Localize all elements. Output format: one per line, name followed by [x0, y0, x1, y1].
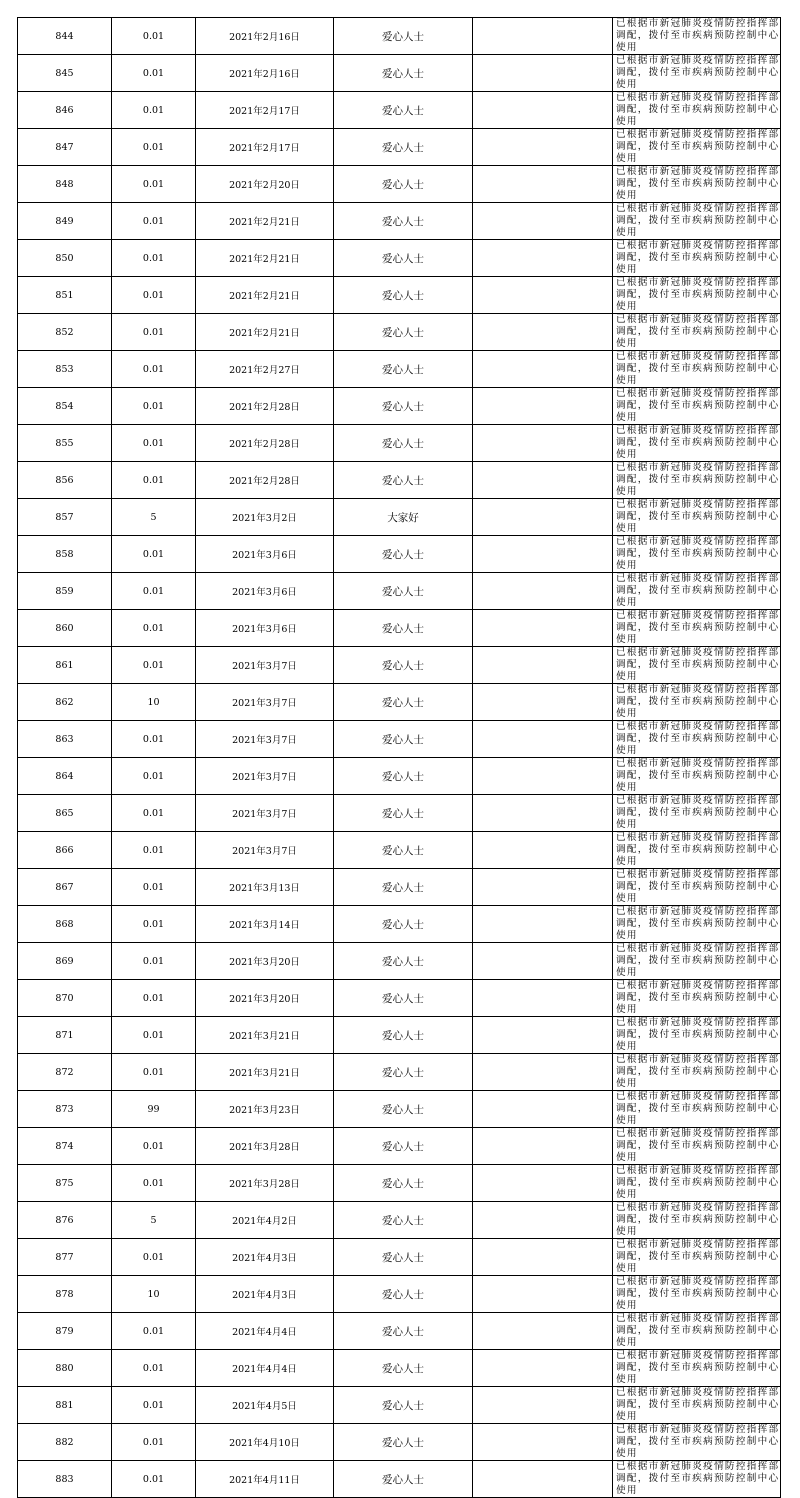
- usage-note-cell: 已根据市新冠肺炎疫情防控指挥部调配，拨付至市疾病预防控制中心使用: [613, 610, 781, 647]
- blank-cell: [473, 869, 613, 906]
- date-cell: 2021年3月2日: [196, 499, 334, 536]
- blank-cell: [473, 129, 613, 166]
- blank-cell: [473, 388, 613, 425]
- donor-cell: 爱心人士: [334, 1202, 473, 1239]
- date-cell: 2021年2月17日: [196, 92, 334, 129]
- serial-number-cell: 883: [18, 1461, 112, 1498]
- amount-cell: 99: [112, 1091, 196, 1128]
- date-cell: 2021年3月20日: [196, 980, 334, 1017]
- amount-cell: 0.01: [112, 832, 196, 869]
- serial-number-cell: 858: [18, 536, 112, 573]
- serial-number-cell: 878: [18, 1276, 112, 1313]
- amount-cell: 0.01: [112, 610, 196, 647]
- donor-cell: 爱心人士: [334, 573, 473, 610]
- date-cell: 2021年3月6日: [196, 610, 334, 647]
- amount-cell: 0.01: [112, 758, 196, 795]
- serial-number-cell: 863: [18, 721, 112, 758]
- date-cell: 2021年3月28日: [196, 1165, 334, 1202]
- date-cell: 2021年3月28日: [196, 1128, 334, 1165]
- usage-note-cell: 已根据市新冠肺炎疫情防控指挥部调配，拨付至市疾病预防控制中心使用: [613, 18, 781, 55]
- amount-cell: 0.01: [112, 55, 196, 92]
- blank-cell: [473, 1054, 613, 1091]
- serial-number-cell: 869: [18, 943, 112, 980]
- serial-number-cell: 854: [18, 388, 112, 425]
- date-cell: 2021年3月7日: [196, 721, 334, 758]
- donor-cell: 爱心人士: [334, 1461, 473, 1498]
- date-cell: 2021年3月7日: [196, 795, 334, 832]
- date-cell: 2021年2月21日: [196, 240, 334, 277]
- blank-cell: [473, 573, 613, 610]
- date-cell: 2021年4月4日: [196, 1313, 334, 1350]
- blank-cell: [473, 351, 613, 388]
- usage-note-cell: 已根据市新冠肺炎疫情防控指挥部调配，拨付至市疾病预防控制中心使用: [613, 203, 781, 240]
- donor-cell: 爱心人士: [334, 203, 473, 240]
- serial-number-cell: 853: [18, 351, 112, 388]
- date-cell: 2021年3月23日: [196, 1091, 334, 1128]
- donor-cell: 爱心人士: [334, 240, 473, 277]
- donor-cell: 爱心人士: [334, 980, 473, 1017]
- serial-number-cell: 859: [18, 573, 112, 610]
- date-cell: 2021年2月28日: [196, 425, 334, 462]
- donor-cell: 爱心人士: [334, 869, 473, 906]
- date-cell: 2021年3月14日: [196, 906, 334, 943]
- donor-cell: 爱心人士: [334, 647, 473, 684]
- serial-number-cell: 877: [18, 1239, 112, 1276]
- date-cell: 2021年4月3日: [196, 1276, 334, 1313]
- usage-note-cell: 已根据市新冠肺炎疫情防控指挥部调配，拨付至市疾病预防控制中心使用: [613, 388, 781, 425]
- table-row: [18, 314, 781, 351]
- donor-cell: 爱心人士: [334, 1276, 473, 1313]
- table-row: [18, 980, 781, 1017]
- amount-cell: 0.01: [112, 1054, 196, 1091]
- table-row: [18, 573, 781, 610]
- serial-number-cell: 845: [18, 55, 112, 92]
- table-row: [18, 1128, 781, 1165]
- donor-cell: 爱心人士: [334, 795, 473, 832]
- donor-cell: 爱心人士: [334, 1091, 473, 1128]
- blank-cell: [473, 1313, 613, 1350]
- amount-cell: 0.01: [112, 1387, 196, 1424]
- date-cell: 2021年3月21日: [196, 1054, 334, 1091]
- usage-note-cell: 已根据市新冠肺炎疫情防控指挥部调配，拨付至市疾病预防控制中心使用: [613, 351, 781, 388]
- table-row: [18, 425, 781, 462]
- amount-cell: 0.01: [112, 166, 196, 203]
- usage-note-cell: 已根据市新冠肺炎疫情防控指挥部调配，拨付至市疾病预防控制中心使用: [613, 1313, 781, 1350]
- amount-cell: 0.01: [112, 425, 196, 462]
- blank-cell: [473, 1350, 613, 1387]
- table-row: [18, 1350, 781, 1387]
- blank-cell: [473, 536, 613, 573]
- donor-cell: 爱心人士: [334, 1239, 473, 1276]
- amount-cell: 0.01: [112, 1165, 196, 1202]
- usage-note-cell: 已根据市新冠肺炎疫情防控指挥部调配，拨付至市疾病预防控制中心使用: [613, 425, 781, 462]
- blank-cell: [473, 1239, 613, 1276]
- blank-cell: [473, 1128, 613, 1165]
- blank-cell: [473, 758, 613, 795]
- serial-number-cell: 873: [18, 1091, 112, 1128]
- blank-cell: [473, 240, 613, 277]
- donor-cell: 爱心人士: [334, 721, 473, 758]
- table-row: [18, 610, 781, 647]
- table-row: [18, 499, 781, 536]
- serial-number-cell: 872: [18, 1054, 112, 1091]
- usage-note-cell: 已根据市新冠肺炎疫情防控指挥部调配，拨付至市疾病预防控制中心使用: [613, 869, 781, 906]
- usage-note-cell: 已根据市新冠肺炎疫情防控指挥部调配，拨付至市疾病预防控制中心使用: [613, 1017, 781, 1054]
- usage-note-cell: 已根据市新冠肺炎疫情防控指挥部调配，拨付至市疾病预防控制中心使用: [613, 980, 781, 1017]
- serial-number-cell: 864: [18, 758, 112, 795]
- donor-cell: 爱心人士: [334, 1165, 473, 1202]
- amount-cell: 0.01: [112, 314, 196, 351]
- date-cell: 2021年4月3日: [196, 1239, 334, 1276]
- table-row: [18, 1461, 781, 1498]
- table-row: [18, 277, 781, 314]
- usage-note-cell: 已根据市新冠肺炎疫情防控指挥部调配，拨付至市疾病预防控制中心使用: [613, 1239, 781, 1276]
- blank-cell: [473, 92, 613, 129]
- blank-cell: [473, 980, 613, 1017]
- blank-cell: [473, 943, 613, 980]
- usage-note-cell: 已根据市新冠肺炎疫情防控指挥部调配，拨付至市疾病预防控制中心使用: [613, 1276, 781, 1313]
- donor-cell: 爱心人士: [334, 92, 473, 129]
- date-cell: 2021年3月6日: [196, 573, 334, 610]
- table-row: [18, 1054, 781, 1091]
- amount-cell: 0.01: [112, 92, 196, 129]
- usage-note-cell: 已根据市新冠肺炎疫情防控指挥部调配，拨付至市疾病预防控制中心使用: [613, 647, 781, 684]
- date-cell: 2021年4月2日: [196, 1202, 334, 1239]
- amount-cell: 0.01: [112, 795, 196, 832]
- date-cell: 2021年3月20日: [196, 943, 334, 980]
- table-row: [18, 462, 781, 499]
- table-row: [18, 92, 781, 129]
- donor-cell: 爱心人士: [334, 277, 473, 314]
- usage-note-cell: 已根据市新冠肺炎疫情防控指挥部调配，拨付至市疾病预防控制中心使用: [613, 277, 781, 314]
- date-cell: 2021年4月4日: [196, 1350, 334, 1387]
- blank-cell: [473, 277, 613, 314]
- serial-number-cell: 856: [18, 462, 112, 499]
- usage-note-cell: 已根据市新冠肺炎疫情防控指挥部调配，拨付至市疾病预防控制中心使用: [613, 129, 781, 166]
- serial-number-cell: 881: [18, 1387, 112, 1424]
- table-row: [18, 869, 781, 906]
- date-cell: 2021年3月7日: [196, 647, 334, 684]
- donor-cell: 爱心人士: [334, 832, 473, 869]
- blank-cell: [473, 832, 613, 869]
- date-cell: 2021年2月27日: [196, 351, 334, 388]
- amount-cell: 0.01: [112, 869, 196, 906]
- usage-note-cell: 已根据市新冠肺炎疫情防控指挥部调配，拨付至市疾病预防控制中心使用: [613, 1424, 781, 1461]
- blank-cell: [473, 1461, 613, 1498]
- blank-cell: [473, 795, 613, 832]
- amount-cell: 5: [112, 1202, 196, 1239]
- donation-table: [17, 17, 781, 1498]
- amount-cell: 0.01: [112, 1313, 196, 1350]
- donor-cell: 爱心人士: [334, 388, 473, 425]
- usage-note-cell: 已根据市新冠肺炎疫情防控指挥部调配，拨付至市疾病预防控制中心使用: [613, 92, 781, 129]
- amount-cell: 0.01: [112, 18, 196, 55]
- donor-cell: 大家好: [334, 499, 473, 536]
- usage-note-cell: 已根据市新冠肺炎疫情防控指挥部调配，拨付至市疾病预防控制中心使用: [613, 1054, 781, 1091]
- date-cell: 2021年3月6日: [196, 536, 334, 573]
- date-cell: 2021年2月20日: [196, 166, 334, 203]
- amount-cell: 0.01: [112, 351, 196, 388]
- donor-cell: 爱心人士: [334, 425, 473, 462]
- serial-number-cell: 868: [18, 906, 112, 943]
- table-row: [18, 943, 781, 980]
- date-cell: 2021年2月21日: [196, 314, 334, 351]
- table-row: [18, 1239, 781, 1276]
- amount-cell: 0.01: [112, 721, 196, 758]
- table-row: [18, 758, 781, 795]
- blank-cell: [473, 425, 613, 462]
- serial-number-cell: 855: [18, 425, 112, 462]
- serial-number-cell: 875: [18, 1165, 112, 1202]
- serial-number-cell: 848: [18, 166, 112, 203]
- amount-cell: 0.01: [112, 277, 196, 314]
- amount-cell: 0.01: [112, 462, 196, 499]
- usage-note-cell: 已根据市新冠肺炎疫情防控指挥部调配，拨付至市疾病预防控制中心使用: [613, 832, 781, 869]
- blank-cell: [473, 906, 613, 943]
- amount-cell: 0.01: [112, 943, 196, 980]
- amount-cell: 0.01: [112, 240, 196, 277]
- usage-note-cell: 已根据市新冠肺炎疫情防控指挥部调配，拨付至市疾病预防控制中心使用: [613, 536, 781, 573]
- blank-cell: [473, 499, 613, 536]
- usage-note-cell: 已根据市新冠肺炎疫情防控指挥部调配，拨付至市疾病预防控制中心使用: [613, 906, 781, 943]
- usage-note-cell: 已根据市新冠肺炎疫情防控指挥部调配，拨付至市疾病预防控制中心使用: [613, 1461, 781, 1498]
- usage-note-cell: 已根据市新冠肺炎疫情防控指挥部调配，拨付至市疾病预防控制中心使用: [613, 721, 781, 758]
- table-row: [18, 684, 781, 721]
- serial-number-cell: 882: [18, 1424, 112, 1461]
- table-row: [18, 1017, 781, 1054]
- serial-number-cell: 852: [18, 314, 112, 351]
- usage-note-cell: 已根据市新冠肺炎疫情防控指挥部调配，拨付至市疾病预防控制中心使用: [613, 943, 781, 980]
- table-row: [18, 906, 781, 943]
- date-cell: 2021年4月11日: [196, 1461, 334, 1498]
- donor-cell: 爱心人士: [334, 610, 473, 647]
- usage-note-cell: 已根据市新冠肺炎疫情防控指挥部调配，拨付至市疾病预防控制中心使用: [613, 1350, 781, 1387]
- serial-number-cell: 860: [18, 610, 112, 647]
- donor-cell: 爱心人士: [334, 18, 473, 55]
- usage-note-cell: 已根据市新冠肺炎疫情防控指挥部调配，拨付至市疾病预防控制中心使用: [613, 1387, 781, 1424]
- date-cell: 2021年3月21日: [196, 1017, 334, 1054]
- amount-cell: 0.01: [112, 1461, 196, 1498]
- donor-cell: 爱心人士: [334, 314, 473, 351]
- blank-cell: [473, 721, 613, 758]
- blank-cell: [473, 166, 613, 203]
- date-cell: 2021年4月10日: [196, 1424, 334, 1461]
- table-row: [18, 1276, 781, 1313]
- amount-cell: 0.01: [112, 647, 196, 684]
- donor-cell: 爱心人士: [334, 684, 473, 721]
- amount-cell: 0.01: [112, 388, 196, 425]
- serial-number-cell: 844: [18, 18, 112, 55]
- amount-cell: 0.01: [112, 1128, 196, 1165]
- blank-cell: [473, 1424, 613, 1461]
- usage-note-cell: 已根据市新冠肺炎疫情防控指挥部调配，拨付至市疾病预防控制中心使用: [613, 573, 781, 610]
- date-cell: 2021年2月28日: [196, 462, 334, 499]
- serial-number-cell: 876: [18, 1202, 112, 1239]
- date-cell: 2021年2月28日: [196, 388, 334, 425]
- table-row: [18, 1424, 781, 1461]
- amount-cell: 0.01: [112, 1239, 196, 1276]
- usage-note-cell: 已根据市新冠肺炎疫情防控指挥部调配，拨付至市疾病预防控制中心使用: [613, 240, 781, 277]
- amount-cell: 10: [112, 1276, 196, 1313]
- date-cell: 2021年2月16日: [196, 55, 334, 92]
- amount-cell: 10: [112, 684, 196, 721]
- serial-number-cell: 862: [18, 684, 112, 721]
- donation-table-body: [18, 18, 781, 1498]
- donor-cell: 爱心人士: [334, 129, 473, 166]
- donor-cell: 爱心人士: [334, 758, 473, 795]
- usage-note-cell: 已根据市新冠肺炎疫情防控指挥部调配，拨付至市疾病预防控制中心使用: [613, 1091, 781, 1128]
- donor-cell: 爱心人士: [334, 1313, 473, 1350]
- table-row: [18, 536, 781, 573]
- usage-note-cell: 已根据市新冠肺炎疫情防控指挥部调配，拨付至市疾病预防控制中心使用: [613, 166, 781, 203]
- table-row: [18, 351, 781, 388]
- blank-cell: [473, 610, 613, 647]
- blank-cell: [473, 462, 613, 499]
- amount-cell: 0.01: [112, 573, 196, 610]
- usage-note-cell: 已根据市新冠肺炎疫情防控指挥部调配，拨付至市疾病预防控制中心使用: [613, 314, 781, 351]
- donor-cell: 爱心人士: [334, 1128, 473, 1165]
- date-cell: 2021年3月7日: [196, 758, 334, 795]
- blank-cell: [473, 684, 613, 721]
- donor-cell: 爱心人士: [334, 943, 473, 980]
- serial-number-cell: 850: [18, 240, 112, 277]
- table-row: [18, 203, 781, 240]
- blank-cell: [473, 1202, 613, 1239]
- table-row: [18, 647, 781, 684]
- blank-cell: [473, 203, 613, 240]
- serial-number-cell: 874: [18, 1128, 112, 1165]
- table-row: [18, 240, 781, 277]
- donor-cell: 爱心人士: [334, 351, 473, 388]
- serial-number-cell: 871: [18, 1017, 112, 1054]
- serial-number-cell: 861: [18, 647, 112, 684]
- blank-cell: [473, 1091, 613, 1128]
- serial-number-cell: 880: [18, 1350, 112, 1387]
- date-cell: 2021年3月13日: [196, 869, 334, 906]
- table-row: [18, 1387, 781, 1424]
- usage-note-cell: 已根据市新冠肺炎疫情防控指挥部调配，拨付至市疾病预防控制中心使用: [613, 1165, 781, 1202]
- blank-cell: [473, 1276, 613, 1313]
- donor-cell: 爱心人士: [334, 906, 473, 943]
- date-cell: 2021年4月5日: [196, 1387, 334, 1424]
- usage-note-cell: 已根据市新冠肺炎疫情防控指挥部调配，拨付至市疾病预防控制中心使用: [613, 1128, 781, 1165]
- serial-number-cell: 870: [18, 980, 112, 1017]
- date-cell: 2021年3月7日: [196, 832, 334, 869]
- donor-cell: 爱心人士: [334, 55, 473, 92]
- usage-note-cell: 已根据市新冠肺炎疫情防控指挥部调配，拨付至市疾病预防控制中心使用: [613, 462, 781, 499]
- table-row: [18, 1091, 781, 1128]
- donor-cell: 爱心人士: [334, 536, 473, 573]
- amount-cell: 0.01: [112, 1017, 196, 1054]
- donor-cell: 爱心人士: [334, 166, 473, 203]
- blank-cell: [473, 1165, 613, 1202]
- serial-number-cell: 867: [18, 869, 112, 906]
- serial-number-cell: 857: [18, 499, 112, 536]
- table-row: [18, 1202, 781, 1239]
- table-row: [18, 721, 781, 758]
- serial-number-cell: 865: [18, 795, 112, 832]
- amount-cell: 0.01: [112, 129, 196, 166]
- blank-cell: [473, 314, 613, 351]
- blank-cell: [473, 1017, 613, 1054]
- table-row: [18, 129, 781, 166]
- serial-number-cell: 847: [18, 129, 112, 166]
- blank-cell: [473, 647, 613, 684]
- usage-note-cell: 已根据市新冠肺炎疫情防控指挥部调配，拨付至市疾病预防控制中心使用: [613, 55, 781, 92]
- donor-cell: 爱心人士: [334, 1387, 473, 1424]
- table-row: [18, 795, 781, 832]
- amount-cell: 0.01: [112, 536, 196, 573]
- date-cell: 2021年2月21日: [196, 203, 334, 240]
- serial-number-cell: 846: [18, 92, 112, 129]
- usage-note-cell: 已根据市新冠肺炎疫情防控指挥部调配，拨付至市疾病预防控制中心使用: [613, 795, 781, 832]
- table-row: [18, 388, 781, 425]
- date-cell: 2021年2月17日: [196, 129, 334, 166]
- amount-cell: 5: [112, 499, 196, 536]
- date-cell: 2021年2月16日: [196, 18, 334, 55]
- amount-cell: 0.01: [112, 1424, 196, 1461]
- donor-cell: 爱心人士: [334, 1424, 473, 1461]
- amount-cell: 0.01: [112, 1350, 196, 1387]
- table-row: [18, 832, 781, 869]
- donor-cell: 爱心人士: [334, 1054, 473, 1091]
- amount-cell: 0.01: [112, 980, 196, 1017]
- table-row: [18, 1313, 781, 1350]
- blank-cell: [473, 18, 613, 55]
- table-row: [18, 1165, 781, 1202]
- table-row: [18, 166, 781, 203]
- serial-number-cell: 849: [18, 203, 112, 240]
- usage-note-cell: 已根据市新冠肺炎疫情防控指挥部调配，拨付至市疾病预防控制中心使用: [613, 684, 781, 721]
- table-row: [18, 18, 781, 55]
- serial-number-cell: 851: [18, 277, 112, 314]
- usage-note-cell: 已根据市新冠肺炎疫情防控指挥部调配，拨付至市疾病预防控制中心使用: [613, 499, 781, 536]
- amount-cell: 0.01: [112, 203, 196, 240]
- usage-note-cell: 已根据市新冠肺炎疫情防控指挥部调配，拨付至市疾病预防控制中心使用: [613, 1202, 781, 1239]
- blank-cell: [473, 55, 613, 92]
- date-cell: 2021年3月7日: [196, 684, 334, 721]
- amount-cell: 0.01: [112, 906, 196, 943]
- serial-number-cell: 866: [18, 832, 112, 869]
- table-row: [18, 55, 781, 92]
- blank-cell: [473, 1387, 613, 1424]
- donor-cell: 爱心人士: [334, 1017, 473, 1054]
- date-cell: 2021年2月21日: [196, 277, 334, 314]
- donor-cell: 爱心人士: [334, 462, 473, 499]
- serial-number-cell: 879: [18, 1313, 112, 1350]
- donor-cell: 爱心人士: [334, 1350, 473, 1387]
- usage-note-cell: 已根据市新冠肺炎疫情防控指挥部调配，拨付至市疾病预防控制中心使用: [613, 758, 781, 795]
